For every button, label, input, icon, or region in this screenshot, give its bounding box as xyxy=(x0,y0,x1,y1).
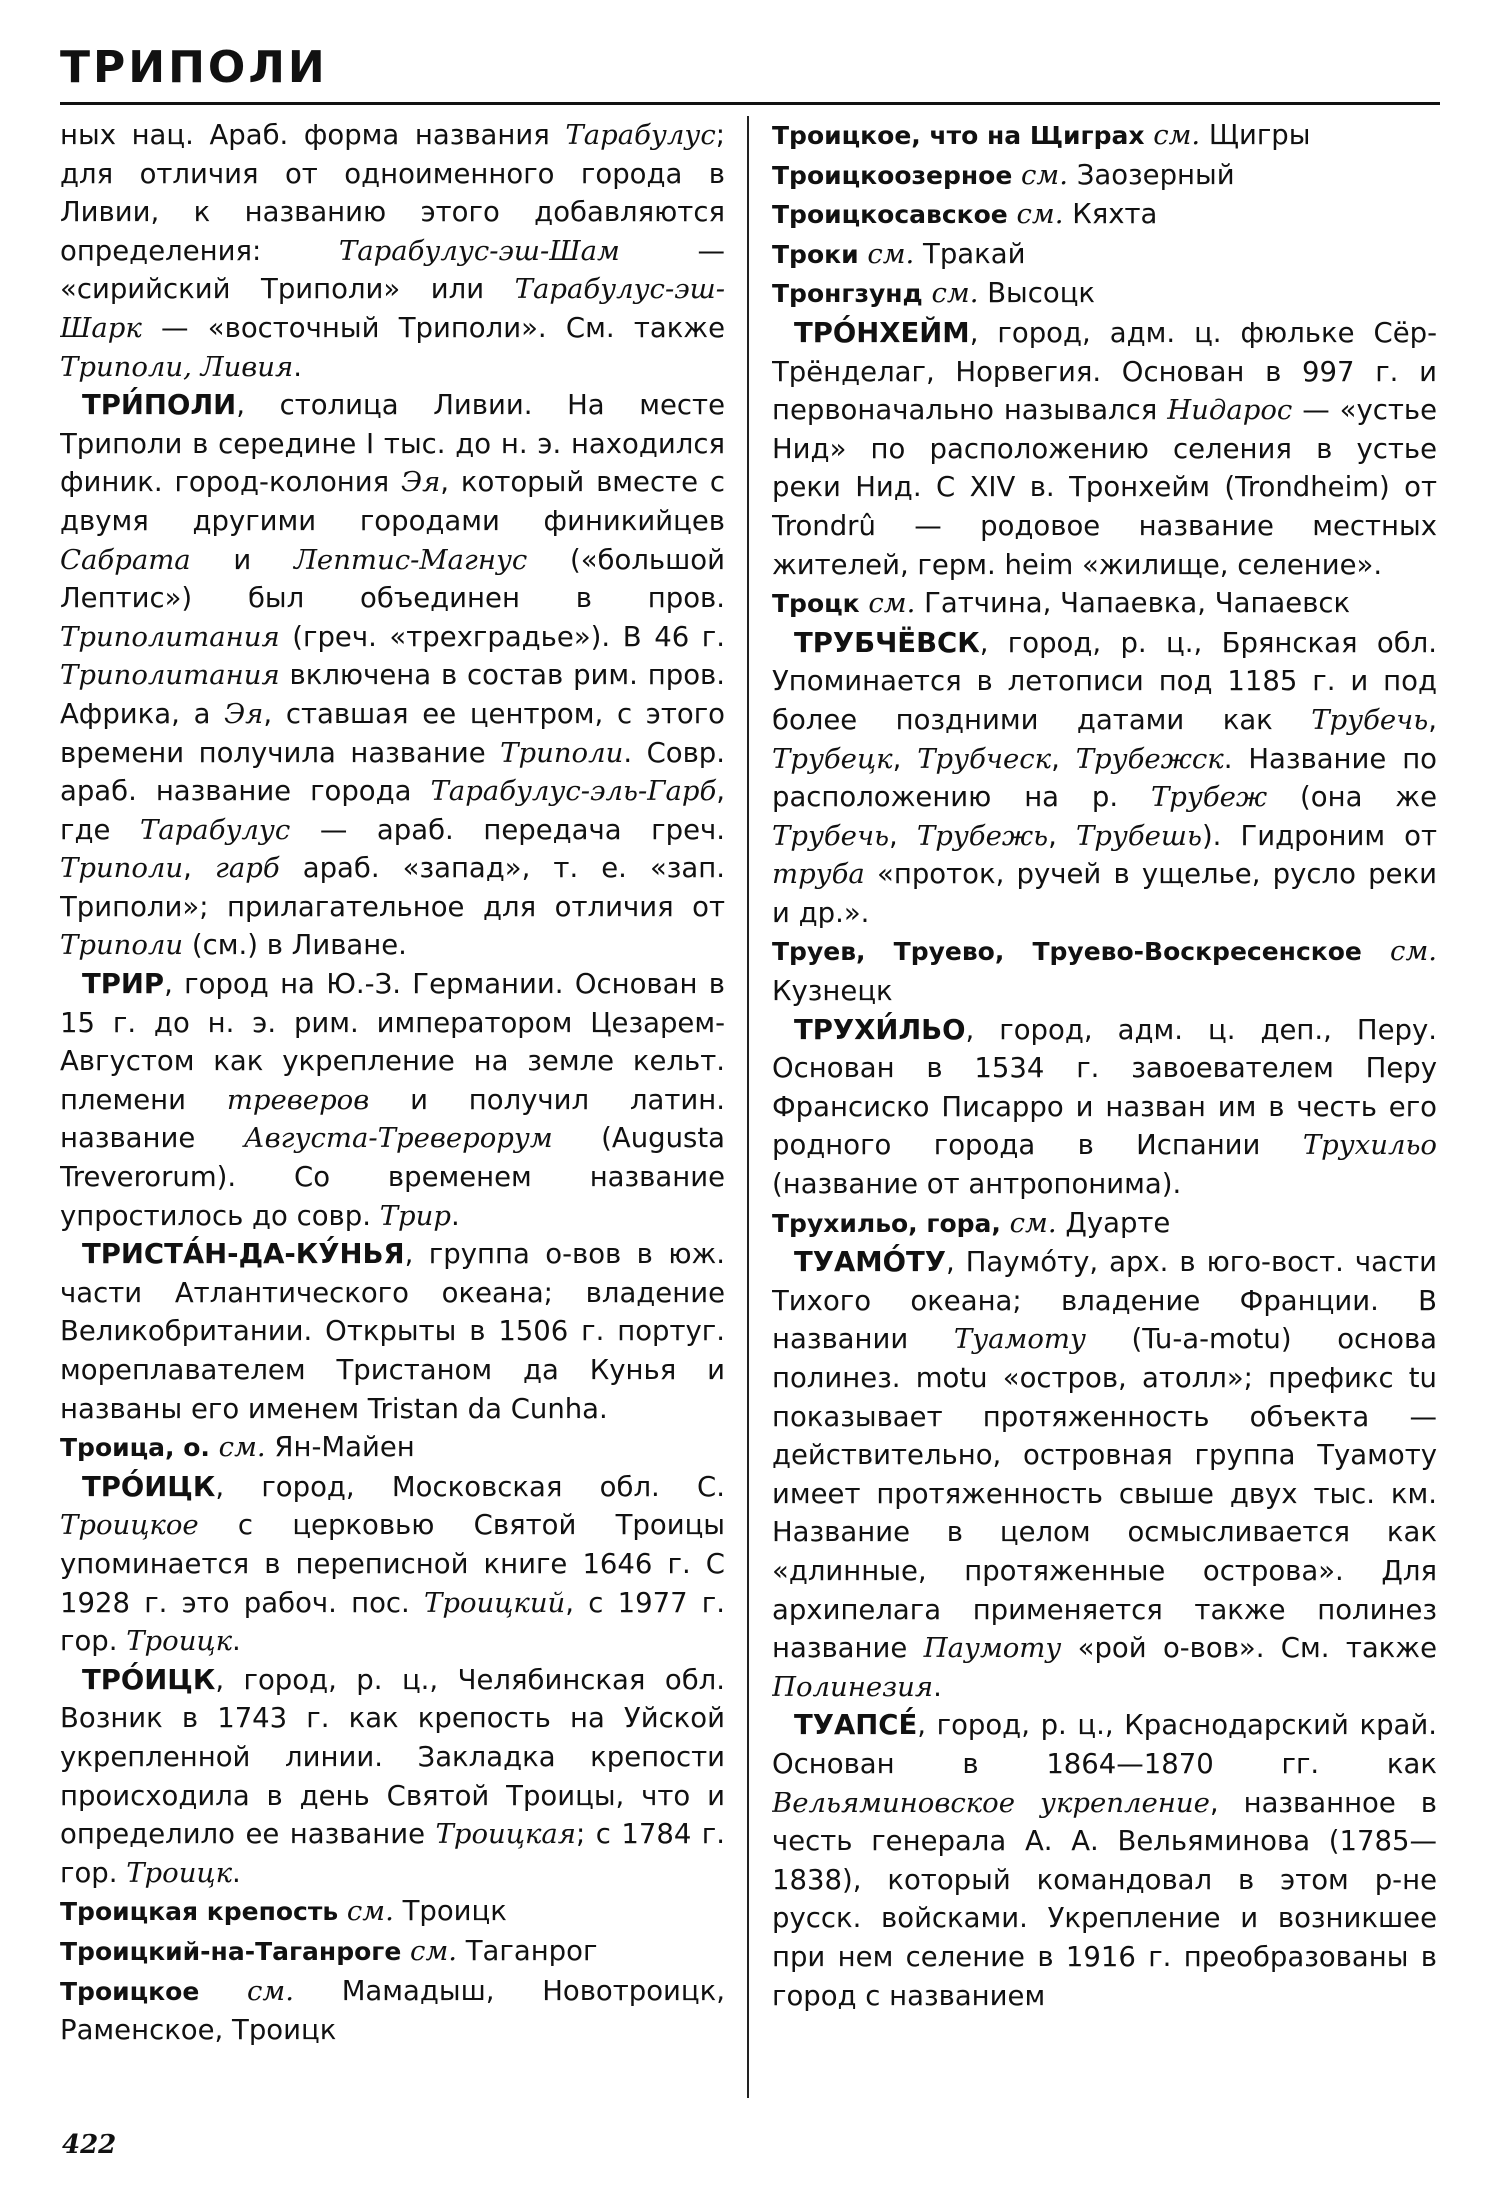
entry-italic-term: Трубежск xyxy=(1075,742,1224,775)
entry-text: Кяхта xyxy=(1063,198,1158,231)
entry-italic-term: Эя xyxy=(224,697,264,730)
entry-italic-term: Троицк xyxy=(126,1625,233,1658)
entry-text: . Название по расположению на р. xyxy=(772,742,1437,814)
entry-italic-term: Триполитания xyxy=(60,659,280,692)
entry-headword: ТУАМО́ТУ xyxy=(794,1246,946,1279)
entry-text: Таганрог xyxy=(457,1934,598,1967)
entry-text: Троицк xyxy=(393,1895,507,1928)
entry-text: , ставшая ее центром, с этого времени получила название xyxy=(60,697,725,769)
entry-italic-term: Трубческ xyxy=(917,742,1052,775)
dictionary-entry xyxy=(772,1243,1437,1706)
entry-text: . xyxy=(293,350,302,383)
entry-headword: ТРУХИ́ЛЬО xyxy=(794,1013,966,1046)
entry-italic-term: см. xyxy=(1390,935,1437,968)
entry-italic-term: Трубечь xyxy=(772,819,890,852)
entry-italic-term: Нидарос xyxy=(1167,394,1293,427)
entry-text: Кузнецк xyxy=(772,975,893,1008)
entry-italic-term: Трубешь xyxy=(1075,819,1202,852)
dictionary-entry xyxy=(772,1706,1437,2015)
entry-italic-term: см. xyxy=(410,1934,457,1967)
entry-text: , город, адм. ц. деп., Перу. Основан в 1534 г. завоевателем Перу Франсиско Писарро и назван им в честь его родного города в Испании xyxy=(772,1013,1437,1162)
entry-text: Ян-Майен xyxy=(265,1431,415,1464)
cross-reference-entry xyxy=(772,932,1437,1010)
entry-italic-term: см. xyxy=(931,277,979,310)
cross-reference-entry xyxy=(60,1932,725,1972)
entry-text: . xyxy=(232,1856,241,1889)
entry-text xyxy=(1144,119,1153,151)
entry-text: , столица Ливии. На месте Триполи в середине I тыс. до н. э. находился финик. город-колония xyxy=(60,389,725,499)
entry-italic-term: гарб xyxy=(214,852,280,885)
entry-italic-term: см. xyxy=(346,1895,394,1928)
dictionary-entry xyxy=(772,314,1437,584)
entry-text: «рой о-вов». См. также xyxy=(1061,1632,1437,1665)
entry-italic-term: см. xyxy=(1009,1206,1057,1239)
entry-italic-term: см. xyxy=(868,587,916,620)
reference-headword: Троица, о. xyxy=(60,1433,210,1463)
cross-reference-entry xyxy=(772,195,1437,235)
entry-text: Заозерный xyxy=(1067,158,1235,191)
entry-italic-term: Тарабулус xyxy=(139,813,291,846)
entry-italic-term: Трубечь xyxy=(1311,703,1429,736)
entry-text: , xyxy=(1428,703,1437,736)
entry-text: «проток, ручей в ущелье, русло реки и др.». xyxy=(772,858,1437,929)
entry-text: Мамадыш, Новотроицк, Раменское, Троицк xyxy=(60,1974,725,2047)
dictionary-entry xyxy=(60,386,725,965)
entry-text: , город, Московская обл. С. xyxy=(215,1470,725,1503)
entry-headword: ТРУБЧЁВСК xyxy=(794,626,980,659)
entry-italic-term: труба xyxy=(772,858,865,891)
reference-headword: Троицкая крепость xyxy=(60,1897,339,1927)
cross-reference-entry xyxy=(772,116,1437,156)
entry-text: . xyxy=(450,1199,460,1232)
reference-headword: Троицкое xyxy=(60,1976,200,2006)
entry-text: (Tu-a-motu) основа полинез. motu «остров, атолл»; префикс tu показывает протяженность объекта — действительно, островная группа Туамоту имеет протяженность свыше двух тыс. км. Название в целом осмысливается как «длинные, протяженные острова». Для архипелага применяется также полинез название xyxy=(772,1323,1437,1665)
running-head: ТРИПОЛИ xyxy=(60,42,328,93)
entry-text: Дуарте xyxy=(1056,1206,1171,1239)
entry-italic-term: Эя xyxy=(401,466,441,499)
column-divider xyxy=(747,116,749,2098)
cross-reference-entry xyxy=(772,274,1437,314)
entry-text: (название от антропонима). xyxy=(772,1168,1182,1201)
entry-italic-term: Трир xyxy=(379,1199,451,1232)
entry-text: — араб. передача греч. xyxy=(290,813,725,846)
entry-text: Тракай xyxy=(914,237,1026,270)
dictionary-entry xyxy=(60,1468,725,1661)
entry-italic-term: см. xyxy=(1153,119,1201,151)
entry-text xyxy=(338,1895,347,1927)
entry-text xyxy=(210,1431,219,1463)
entry-text: , город, адм. ц. фюльке Сёр-Трёнделаг, Норвегия. Основан в 997 г. и первоначально назывался xyxy=(772,316,1437,427)
entry-text: , xyxy=(1051,742,1076,775)
entry-text xyxy=(1012,159,1021,191)
entry-italic-term: Троицкий xyxy=(424,1586,566,1619)
entry-italic-term: Триполи xyxy=(60,929,184,962)
right-column xyxy=(772,116,1437,2116)
entry-italic-term: Туамоту xyxy=(953,1323,1086,1356)
entry-text: , названное в честь генерала А. А. Вельяминова (1785—1838), который командовал в этом р-не русск. войсками. Укрепление и возникшее при нем селение в 1916 г. преобразованы в город с названием xyxy=(772,1786,1437,2012)
entry-italic-term: Полинезия xyxy=(772,1670,934,1703)
entry-italic-term: Триполи xyxy=(500,736,624,769)
left-column xyxy=(60,116,725,2116)
entry-italic-term: Вельяминовское укрепление xyxy=(772,1786,1210,1819)
entry-text xyxy=(1362,935,1390,967)
entry-text: , с 1977 г. гор. xyxy=(60,1586,725,1658)
entry-text: ). Гидроним от xyxy=(1201,819,1437,852)
entry-text: . xyxy=(232,1625,241,1658)
dictionary-entry xyxy=(60,965,725,1235)
entry-text: ; с 1784 г. гор. xyxy=(60,1818,725,1889)
entry-text: — «сирийский Триполи» или xyxy=(60,234,725,306)
entry-italic-term: Троицкая xyxy=(435,1818,576,1851)
entry-italic-term: Тарабулус xyxy=(565,119,716,151)
reference-headword: Троицкосавское xyxy=(772,200,1008,230)
reference-headword: Троицкоозерное xyxy=(772,160,1013,190)
entry-italic-term: Трухильо xyxy=(1302,1129,1437,1162)
entry-text: — «восточный Триполи». См. также xyxy=(141,311,725,344)
cross-reference-entry xyxy=(60,1428,725,1468)
entry-text: и xyxy=(190,543,294,576)
entry-headword: ТУАПСЕ́ xyxy=(794,1709,918,1742)
entry-text: , группа о-вов в юж. части Атлантического океана; владение Великобритании. Открыты в 1506 г. португ. мореплавателем Тристаном да Кунья и названы его именем Tristan da Cunha. xyxy=(60,1238,725,1425)
entry-text: с церковью Святой Троицы упоминается в переписной книге 1646 г. С 1928 г. это рабоч. пос. xyxy=(60,1509,725,1619)
dictionary-entry xyxy=(60,1661,725,1893)
entry-text: («большой Лептис») был объединен в пров. xyxy=(60,543,725,615)
dictionary-entry xyxy=(772,1011,1437,1204)
entry-text: , город на Ю.-З. Германии. Основан в 15 г. до н. э. рим. императором Цезарем-Августом как укрепление на земле кельт. племени xyxy=(60,968,725,1116)
entry-text: ; для отличия от одноименного города в Ливии, к названию этого добавляются определения: xyxy=(60,119,725,267)
cross-reference-entry xyxy=(772,156,1437,196)
entry-text: и получил латин. название xyxy=(60,1083,725,1155)
entry-text xyxy=(401,1935,410,1967)
entry-text: , город, р. ц., Брянская обл. Упоминается в летописи под 1185 г. и под более поздними датами как xyxy=(772,626,1437,736)
entry-text: (Augusta Treverorum). Со временем название упростилось до совр. xyxy=(60,1122,725,1232)
entry-text xyxy=(199,1975,247,2007)
reference-headword: Тронгзунд xyxy=(772,279,923,309)
reference-headword: Труев, Труево, Труево-Воскресенское xyxy=(772,937,1362,967)
reference-headword: Троицкое, что на Щиграх xyxy=(772,121,1145,150)
dictionary-entry xyxy=(772,624,1437,933)
entry-text: , xyxy=(892,742,918,775)
entry-italic-term: Триполи xyxy=(60,852,184,885)
entry-text: араб. «запад», т. е. «зап. Триполи»; прилагательное для отличия от xyxy=(60,852,725,923)
header-rule xyxy=(60,102,1440,105)
entry-italic-term: Троицк xyxy=(126,1856,233,1889)
cross-reference-entry xyxy=(60,1972,725,2050)
entry-italic-term: см. xyxy=(247,1974,294,2007)
dictionary-entry xyxy=(60,1235,725,1428)
entry-italic-term: Троицкое xyxy=(60,1509,199,1542)
entry-italic-term: см. xyxy=(1016,198,1064,231)
entry-italic-term: Трубежь xyxy=(916,819,1049,852)
entry-text: Гатчина, Чапаевка, Чапаевск xyxy=(915,587,1351,620)
entry-italic-term: Триполи, Ливия xyxy=(60,350,294,383)
entry-text: (она же xyxy=(1267,781,1437,814)
cross-reference-entry xyxy=(772,584,1437,624)
reference-headword: Троцк xyxy=(772,589,860,619)
entry-text: , город, р. ц., Краснодарский край. Основан в 1864—1870 гг. как xyxy=(772,1709,1437,1780)
entry-italic-term: Сабрата xyxy=(60,543,191,576)
entry-text: , который вместе с двумя другими городами финикийцев xyxy=(60,466,725,537)
entry-italic-term: треверов xyxy=(226,1083,370,1116)
entry-headword: ТРИСТА́Н-ДА-КУ́НЬЯ xyxy=(82,1238,405,1271)
entry-italic-term: Лептис-Магнус xyxy=(293,543,528,576)
entry-italic-term: Паумоту xyxy=(923,1632,1062,1665)
entry-text: , xyxy=(183,852,215,885)
entry-italic-term: Тарабулус-эш-Шам xyxy=(338,234,620,267)
page-number: 422 xyxy=(62,2130,117,2160)
entry-italic-term: см. xyxy=(218,1431,266,1464)
entry-text xyxy=(1001,1207,1010,1239)
cross-reference-entry xyxy=(60,1892,725,1932)
entry-italic-term: см. xyxy=(1021,158,1068,191)
entry-italic-term: Августа-Треверорум xyxy=(243,1122,553,1155)
entry-text: , где xyxy=(60,775,725,846)
entry-text: Высоцк xyxy=(978,277,1096,310)
entry-italic-term: Трубеж xyxy=(1150,781,1268,814)
entry-italic-term: см. xyxy=(867,237,915,270)
entry-headword: ТРО́ИЦК xyxy=(82,1470,216,1503)
reference-headword: Трухильо, гора, xyxy=(772,1208,1001,1238)
entry-text: , город, р. ц., Челябинская обл. Возник в 1743 г. как крепость на Уйской укрепленной линии. Закладка крепости происходила в день Святой Троицы, что и определило ее название xyxy=(60,1663,725,1851)
entry-text: Щигры xyxy=(1200,119,1311,151)
entry-text xyxy=(1008,198,1017,230)
entry-text: — «устье Нид» по расположению селения в устье реки Нид. С XIV в. Тронхейм (Trondheim) от Trondrû — родовое название местных жителей, герм. heim «жилище, селение». xyxy=(772,394,1437,581)
entry-italic-term: Тарабулус-эш-Шарк xyxy=(60,273,725,344)
entry-text: , Паумо́ту, арх. в юго-вост. части Тихого океана; владение Франции. В названии xyxy=(772,1246,1437,1356)
entry-text: (греч. «трехградье»). В 46 г. xyxy=(279,620,725,653)
entry-italic-term: Трубецк xyxy=(772,742,893,775)
entry-headword: ТРИ́ПОЛИ xyxy=(82,389,237,422)
entry-text: . xyxy=(933,1670,942,1703)
cross-reference-entry xyxy=(772,1204,1437,1244)
entry-text: , xyxy=(889,819,917,852)
entry-headword: ТРО́ИЦК xyxy=(82,1663,216,1696)
reference-headword: Троицкий-на-Таганроге xyxy=(60,1936,402,1966)
entry-text: , xyxy=(1048,819,1076,852)
reference-headword: Троки xyxy=(772,239,859,269)
entry-text: (см.) в Ливане. xyxy=(183,929,407,962)
entry-text xyxy=(923,277,932,309)
entry-headword: ТРО́НХЕЙМ xyxy=(794,316,970,349)
entry-text: . Совр. араб. название города xyxy=(60,736,725,808)
entry-text: ных нац. Араб. форма названия xyxy=(60,119,566,151)
entry-italic-term: Тарабулус-эль-Гарб xyxy=(430,775,717,808)
entry-text: включена в состав рим. пров. Африка, а xyxy=(60,659,725,730)
dictionary-entry xyxy=(60,116,725,386)
cross-reference-entry xyxy=(772,235,1437,275)
entry-italic-term: Триполитания xyxy=(60,620,280,653)
entry-headword: ТРИР xyxy=(82,968,165,1001)
